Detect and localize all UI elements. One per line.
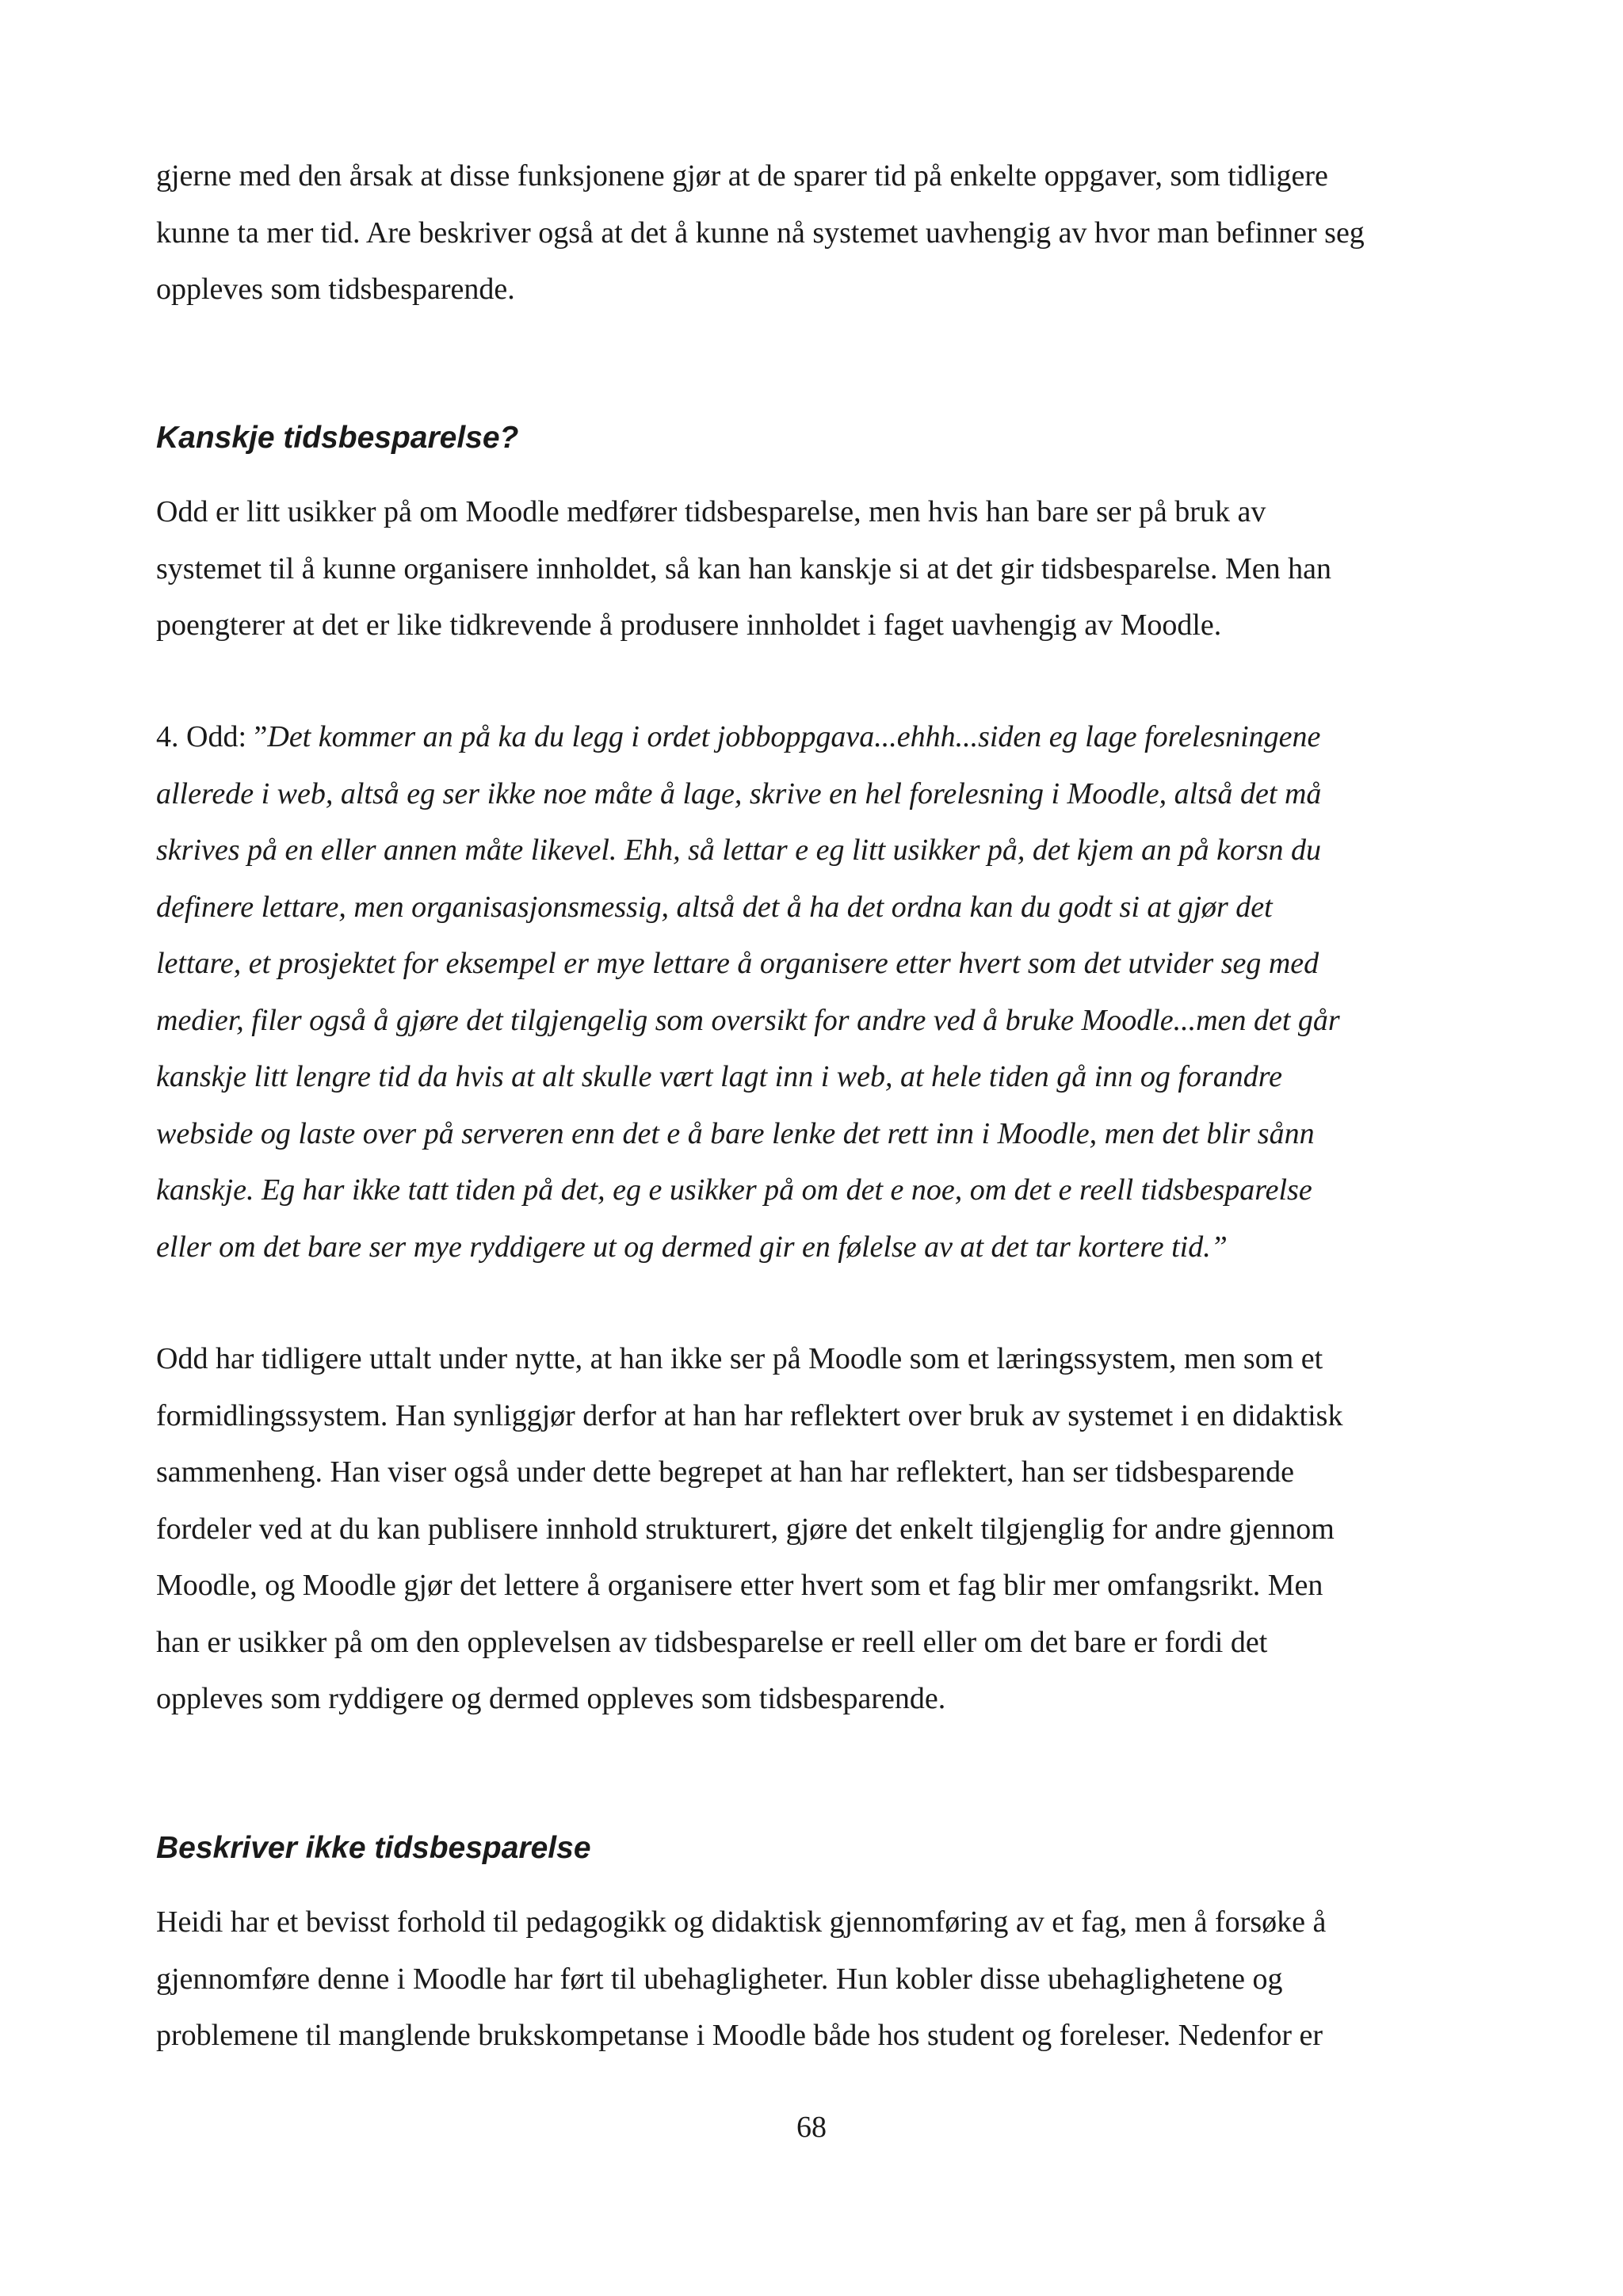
paragraph-line: Odd har tidligere uttalt under nytte, at han ikke ser på Moodle som et læringssystem, men som et (156, 1342, 1323, 1375)
quote-line: definere lettare, men organisasjonsmessig, altså det å ha det ordna kan du godt si at gjør det (156, 890, 1273, 924)
paragraph-line: systemet til å kunne organisere innholdet, så kan han kanskje si at det gir tidsbesparelse. Men han (156, 551, 1332, 585)
paragraph-line: han er usikker på om den opplevelsen av tidsbesparelse er reell eller om det bare er fordi det (156, 1625, 1268, 1659)
paragraph-line: fordeler ved at du kan publisere innhold strukturert, gjøre det enkelt tilgjenglig for andre gjennom (156, 1512, 1335, 1546)
paragraph-line: oppleves som tidsbesparende. (156, 273, 515, 306)
quote-line: skrives på en eller annen måte likevel. Ehh, så lettar e eg litt usikker på, det kjem an på korsn du (156, 833, 1322, 867)
quote-line: kanskje litt lengre tid da hvis at alt skulle vært lagt inn i web, at hele tiden gå inn og forandre (156, 1060, 1282, 1093)
paragraph-line: sammenheng. Han viser også under dette begrepet at han har reflektert, han ser tidsbesparende (156, 1455, 1295, 1489)
paragraph-line: oppleves som ryddigere og dermed oppleves som tidsbesparende. (156, 1682, 946, 1715)
section-heading-kanskje: Kanskje tidsbesparelse? (156, 421, 519, 455)
paragraph-odd-analysis (156, 1331, 1480, 1728)
quote-line: lettare, et prosjektet for eksempel er mye lettare å organisere etter hvert som det utvider seg med (156, 947, 1319, 980)
paragraph-line: Odd er litt usikker på om Moodle medfører tidsbesparelse, men hvis han bare ser på bruk av (156, 495, 1266, 528)
page-number: 68 (796, 2111, 827, 2144)
paragraph-odd-summary (156, 484, 1480, 654)
paragraph-line: gjerne med den årsak at disse funksjonene gjør at de sparer tid på enkelte oppgaver, som tidligere (156, 159, 1328, 193)
quote-line: kanskje. Eg har ikke tatt tiden på det, eg e usikker på om det e noe, om det e reell tidsbesparelse (156, 1173, 1312, 1207)
interview-quote (156, 709, 1480, 1276)
quote-first-line (156, 709, 1480, 766)
paragraph-line: kunne ta mer tid. Are beskriver også at det å kunne nå systemet uavhengig av hvor man befinner seg (156, 215, 1365, 250)
paragraph-line: problemene til manglende brukskompetanse i Moodle både hos student og foreleser. Nedenfor er (156, 2019, 1323, 2052)
paragraph-line: Moodle, og Moodle gjør det lettere å organisere etter hvert som et fag blir mer omfangsrikt. Men (156, 1569, 1323, 1602)
paragraph-line: Heidi har et bevisst forhold til pedagogikk og didaktisk gjennomføring av et fag, men å forsøke å (156, 1905, 1327, 1939)
section-heading-beskriver-ikke: Beskriver ikke tidsbesparelse (156, 1831, 591, 1865)
paragraph-line: poengterer at det er like tidkrevende å produsere innholdet i faget uavhengig av Moodle. (156, 608, 1222, 642)
quote-line: eller om det bare ser mye ryddigere ut og dermed gir en følelse av at det tar kortere tid.” (156, 1230, 1228, 1264)
paragraph-line: gjennomføre denne i Moodle har ført til ubehagligheter. Hun kobler disse ubehaglighetene og (156, 1962, 1283, 1996)
quote-line: allerede i web, altså eg ser ikke noe måte å lage, skrive en hel forelesning i Moodle, altså det må (156, 776, 1322, 810)
paragraph-heidi (156, 1894, 1480, 2065)
quote-text: Det kommer an på ka du legg i ordet jobboppgava...ehhh...siden eg lage forelesningene (267, 720, 1321, 753)
quote-speaker-label: 4. Odd: ” (156, 720, 268, 753)
quote-line: webside og laste over på serveren enn det e å bare lenke det rett inn i Moodle, men det blir sånn (156, 1116, 1315, 1150)
paragraph-line: formidlingssystem. Han synliggjør derfor at han har reflektert over bruk av systemet i en didaktisk (156, 1398, 1343, 1432)
paragraph-intro (156, 148, 1480, 318)
quote-line: medier, filer også å gjøre det tilgjengelig som oversikt for andre ved å bruke Moodle...men det går (156, 1003, 1340, 1037)
